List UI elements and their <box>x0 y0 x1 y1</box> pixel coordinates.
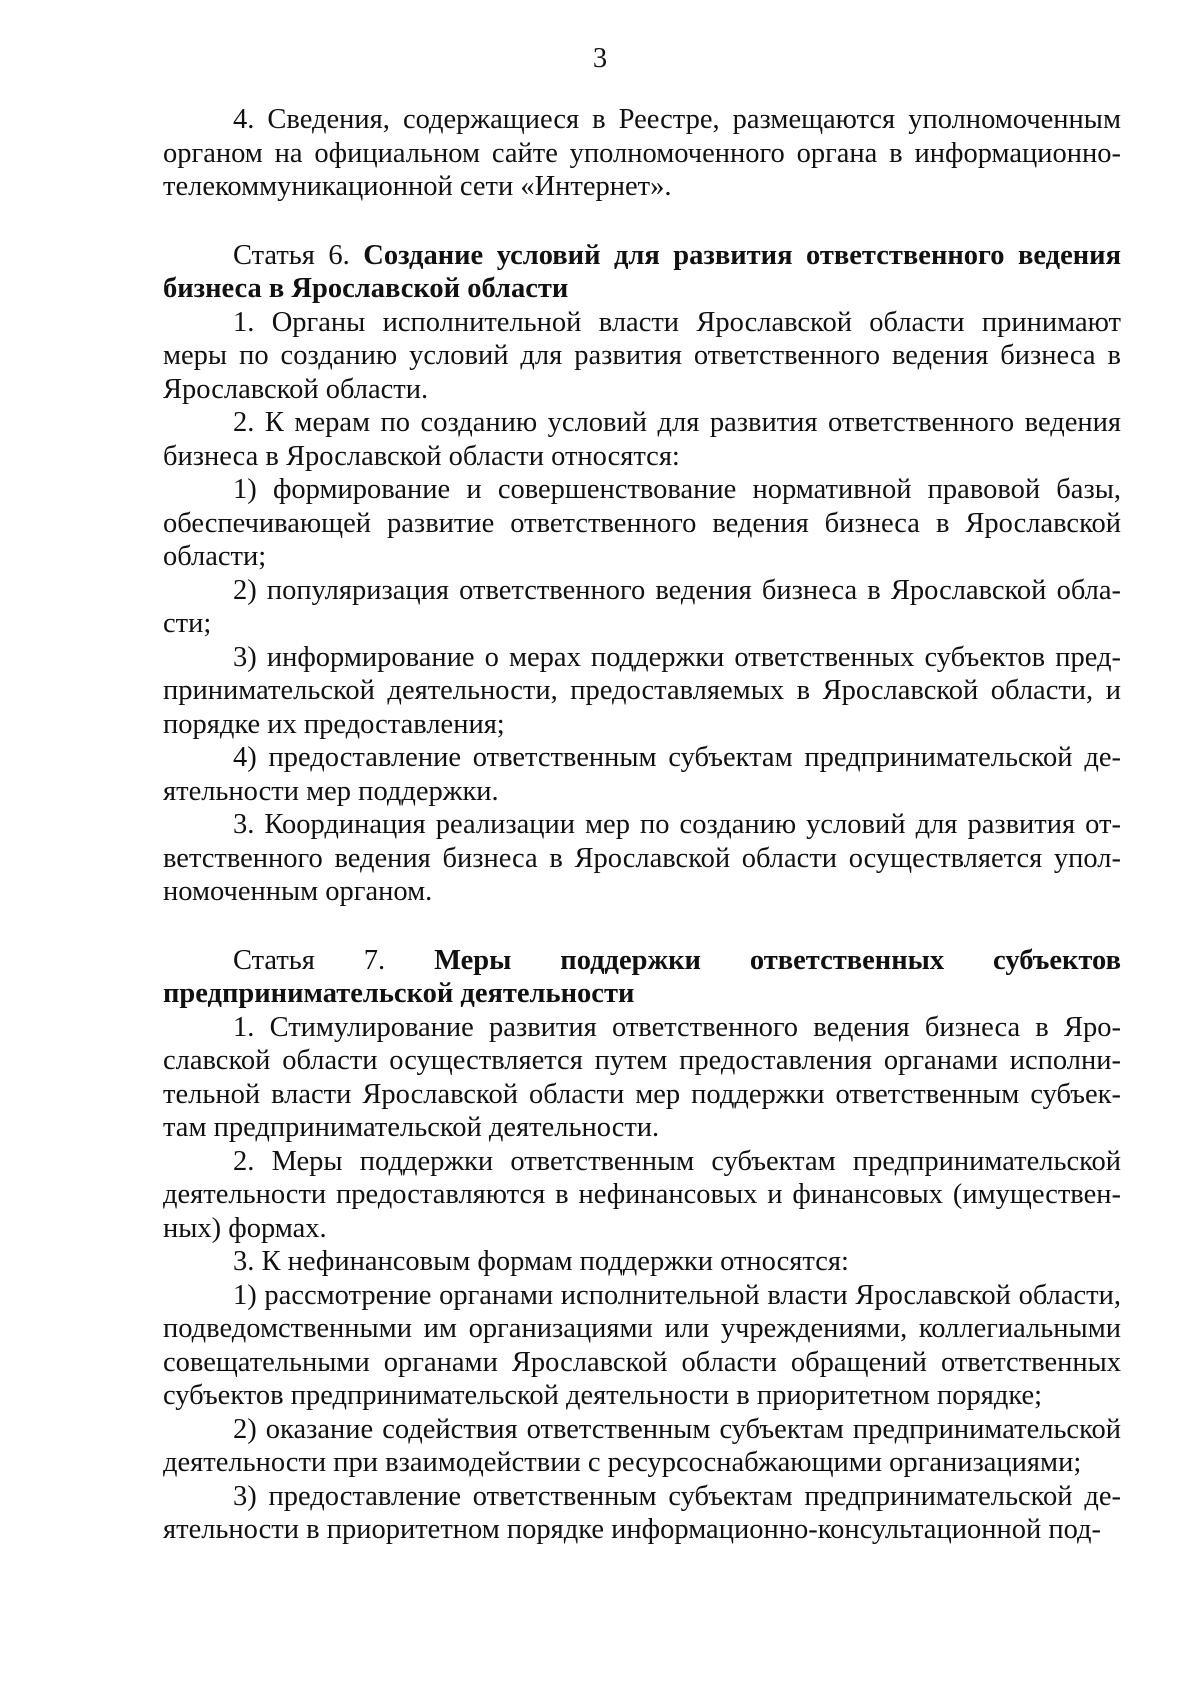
article-7-item-1: 1) рассмотрение органами исполнительной власти Ярославской области, подведомственными им организациями или учреждениями, коллегиальными совещательными органами Ярославской области обращений ответственных субъектов предпринимательской деятельности в приоритетном порядке; <box>163 1279 1121 1411</box>
article-6-item-3: 3) информирование о мерах поддержки ответственных субъектов предпринимательской деятельности, предоставляемых в Ярославской области, и порядке их предоставления; <box>163 641 1121 740</box>
page-number: 3 <box>592 43 608 74</box>
article-7-paragraph-1: 1. Стимулирование развития ответственного ведения бизнеса в Ярославской области осуществляется путем предоставления органами исполнительной власти Ярославской области мер поддержки ответственным субъектам предпринимательской деятельности. <box>163 1011 1121 1143</box>
article-7-heading <box>163 944 1121 1011</box>
article-7-item-2: 2) оказание содействия ответственным субъектам предпринимательской деятельности при взаимодействии с ресурсоснабжающими организациями; <box>163 1413 1121 1478</box>
article-7-label: Статья 7. <box>233 944 386 976</box>
article-6-heading <box>163 239 1121 306</box>
article-7-paragraph-3: 3. К нефинансовым формам поддержки относятся: <box>233 1246 849 1277</box>
paragraph-registry-info: 4. Сведения, содержащиеся в Реестре, размещаются уполномоченным органом на официальном сайте уполномоченного органа в информационно-телекоммуникационной сети «Интернет». <box>163 104 1121 202</box>
article-7-title: Меры поддержки ответственных субъектов предпринимательской деятельности <box>163 944 1121 1009</box>
spacer <box>163 204 1121 239</box>
article-6-item-4: 4) предоставление ответственным субъектам предпринимательской деятельности мер поддержки. <box>163 742 1121 807</box>
article-6-title: Создание условий для развития ответственного ведения бизнеса в Ярославской области <box>163 239 1121 304</box>
article-6-paragraph-3: 3. Координация реализации мер по созданию условий для развития ответственного ведения бизнеса в Ярославской области осуществляется уполномоченным органом. <box>163 809 1121 907</box>
article-6-paragraph-1: 1. Органы исполнительной власти Ярославской области принимают меры по созданию условий для развития ответственного ведения бизнеса в Ярославской области. <box>163 306 1121 405</box>
article-6-paragraph-2: 2. К мерам по созданию условий для развития ответственного ведения бизнеса в Ярославской области относятся: <box>163 407 1121 472</box>
spacer <box>163 909 1121 944</box>
article-6-item-1: 1) формирование и совершенствование нормативной правовой базы, обеспечивающей развитие ответственного ведения бизнеса в Ярославской области; <box>163 474 1121 572</box>
article-6-label: Статья 6. <box>233 239 350 271</box>
article-6-item-2: 2) популяризация ответственного ведения бизнеса в Ярославской области; <box>163 574 1121 639</box>
document-body <box>163 103 1121 1547</box>
article-7-item-3: 3) предоставление ответственным субъектам предпринимательской деятельности в приоритетном порядке информационно-консультационной под- <box>163 1480 1121 1545</box>
article-7-paragraph-2: 2. Меры поддержки ответственным субъектам предпринимательской деятельности предоставляются в нефинансовых и финансовых (имущественных) формах. <box>163 1145 1121 1244</box>
